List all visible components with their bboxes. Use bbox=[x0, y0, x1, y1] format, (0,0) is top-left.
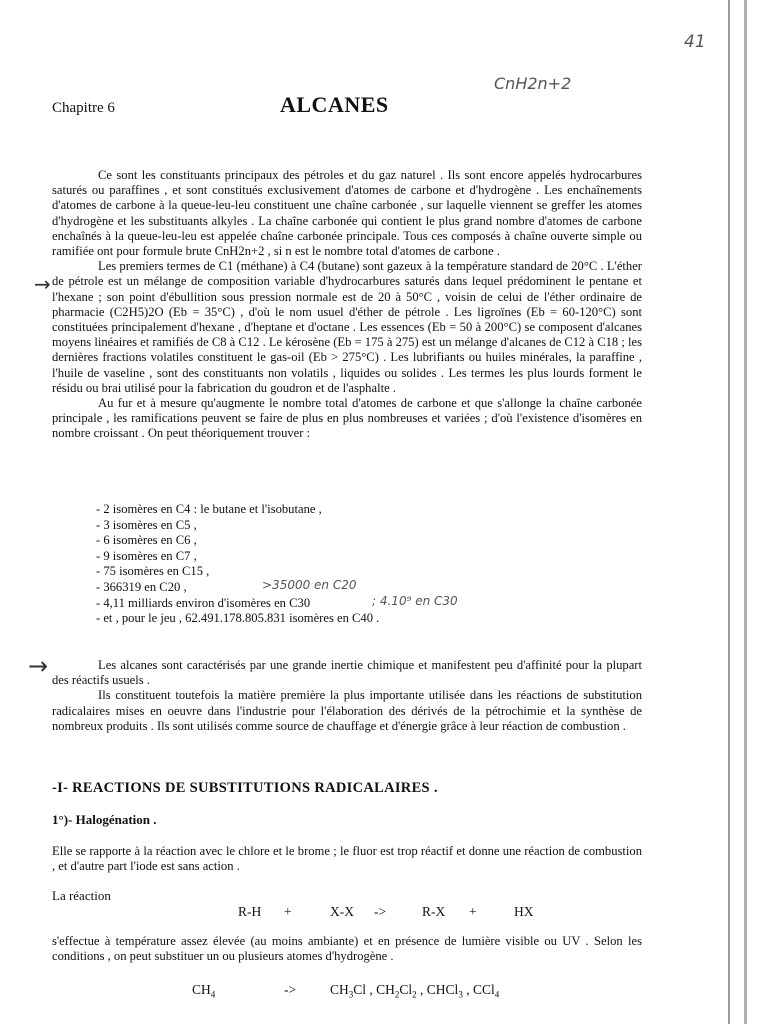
eq-arrow: -> bbox=[374, 904, 387, 919]
list-item: - 3 isomères en C5 , bbox=[96, 517, 197, 532]
paragraph: Les premiers termes de C1 (méthane) à C4 (butane) sont gazeux à la température standard de 20°C . L'éther de pétrole est un mélange de composition variable d'hydrocarbures saturés dans lequel prédominent le pentane et l'hexane ; son point d'ébullition sous pression normale est de 20 à 50°C , voisin de celui de l'éther ordinaire de pharmacie (C2H5)2O (Eb = 35°C) , d'où le nom usuel d'éther de pétrole . Les ligroïnes (Eb = 60-120°C) sont constituées principalement d'hexane , d'heptane et d'octane . Les essences (Eb = 50 à 200°C) se composent d'alcanes moyens linéaires et ramifiés de C8 à C12 . Le kérosène (Eb = 175 à 275) est un mélange d'alcanes de C12 à C18 ; les dernières fractions volatiles constituent le gas-oil (Eb > 275°C) . Les lubrifiants ou huiles minérales, la paraffine , l'huile de vaseline , sont des constituants non volatils , liquides ou solides . Les termes les plus lourds forment le résidu ou brai utilisé pour la fabrication du goudron et de l'asphalte . bbox=[52, 259, 642, 395]
eq-product: R-X bbox=[422, 904, 446, 919]
paragraph: Elle se rapporte à la réaction avec le chlore et le brome ; le fluor est trop réactif et donne une réaction de combustion , et d'autre part l'iode est sans action . bbox=[52, 844, 642, 874]
paragraph: Au fur et à mesure qu'augmente le nombre total d'atomes de carbone et que s'allonge la chaîne carbonée principale , les ramifications peuvent se faire de plus en plus nombreuses et variées ; d'où l'existence d'isomères en nombre croissant . On peut théoriquement trouver : bbox=[52, 396, 642, 441]
paragraph: Les alcanes sont caractérisés par une grande inertie chimique et manifestent peu d'affinité pour la plupart des réactifs usuels . bbox=[52, 658, 642, 688]
properties-block bbox=[52, 658, 642, 734]
intro-block bbox=[52, 168, 642, 442]
paragraph: Ce sont les constituants principaux des pétroles et du gaz naturel . Ils sont encore appelés hydrocarbures saturés ou paraffines , et sont constitués exclusivement d'atomes de carbone et d'hydrogène . Les enchaînements d'atomes de carbone à la queue-leu-leu constituent une chaîne carbonée , sur laquelle viennent se greffer les atomes d'hydrogène et les substituants alkyles . La chaîne carbonée qui contient le plus grand nombre d'atomes de carbone enchaînés à la queue-leu-leu est appelée chaîne carbonée principale. Tous ces composés à chaîne ouverte simple ou ramifiée ont pour formule brute CnH2n+2 , si n est le nombre total d'atomes de carbone . bbox=[52, 168, 642, 259]
handwritten-arrow-icon: → bbox=[34, 272, 51, 296]
list-item: - et , pour le jeu , 62.491.178.805.831 isomères en C40 . bbox=[96, 611, 380, 626]
eq2-products: $CH_3Cl$ , $CH_2Cl_2$ , CHCl$_3$ , CCl$_4$ bbox=[330, 982, 500, 1000]
chapter-label: Chapitre 6 bbox=[52, 100, 115, 116]
paragraph: s'effectue à température assez élevée (au moins ambiante) et en présence de lumière visible ou UV . Selon les conditions , on peut substituer un ou plusieurs atomes d'hydrogène . bbox=[52, 934, 642, 964]
page-edge-line bbox=[744, 0, 747, 1024]
eq-reactant: R-H bbox=[238, 904, 262, 919]
eq-reactant: X-X bbox=[330, 904, 354, 919]
list-item: - 366319 en C20 , bbox=[96, 579, 187, 594]
eq2-arrow: -> bbox=[284, 982, 297, 997]
section-heading: -I- REACTIONS DE SUBSTITUTIONS RADICALAIRES . bbox=[52, 780, 438, 796]
eq-plus: + bbox=[284, 904, 292, 919]
eq2-lhs bbox=[192, 982, 215, 1000]
subsection-heading: 1°)- Halogénation . bbox=[52, 812, 157, 827]
handwritten-note: >35000 en C20 bbox=[262, 578, 357, 592]
handwritten-formula: CnH2n+2 bbox=[494, 74, 572, 93]
list-item: - 4,11 milliards environ d'isomères en C30 bbox=[96, 595, 311, 610]
halogenation-text bbox=[52, 844, 642, 874]
isomer-list bbox=[96, 502, 379, 627]
page-edge-line bbox=[728, 0, 730, 1024]
eq-product: HX bbox=[514, 904, 534, 919]
list-item: - 9 isomères en C7 , bbox=[96, 548, 197, 563]
list-item: - 2 isomères en C4 : le butane et l'isobutane , bbox=[96, 502, 322, 516]
page-title: ALCANES bbox=[280, 92, 389, 117]
list-item: - 75 isomères en C15 , bbox=[96, 564, 210, 579]
handwritten-page-number: 41 bbox=[684, 32, 706, 52]
eq-plus: + bbox=[469, 904, 477, 919]
handwritten-arrow-icon: → bbox=[28, 652, 49, 680]
paragraph: Ils constituent toutefois la matière première la plus importante utilisée dans les réactions de substitution radicalaires mises en oeuvre dans l'industrie pour l'élaboration des dérivés de la pétrochimie et la synthèse de nombreux produits . Ils sont utilisés comme source de chauffage et d'énergie grâce à leur réaction de combustion . bbox=[52, 688, 642, 733]
list-item: - 6 isomères en C6 , bbox=[96, 533, 197, 548]
handwritten-note: ; 4.10⁹ en C30 bbox=[372, 594, 458, 608]
reaction-intro: La réaction bbox=[52, 888, 111, 903]
eq2-lhs-text: CH bbox=[192, 982, 211, 997]
eq2-lhs-sub: 4 bbox=[210, 989, 216, 1000]
conditions-text bbox=[52, 934, 642, 964]
